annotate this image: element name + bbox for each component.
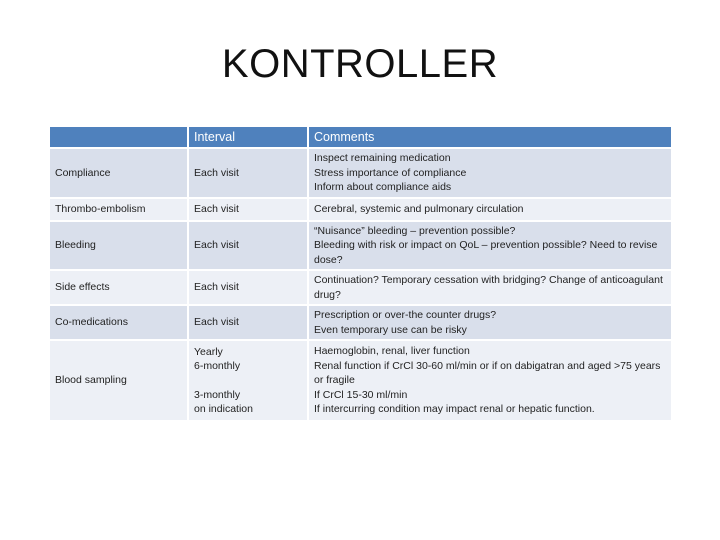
comment-line: Haemoglobin, renal, liver function [314,345,470,358]
row-label: Thrombo-embolism [50,198,188,221]
table-row-side-effects [50,270,671,305]
row-label: Blood sampling [50,340,188,420]
header-label [50,127,188,148]
row-label: Side effects [50,270,188,305]
row-interval [188,305,308,340]
table-row-blood-sampling [50,340,671,420]
interval-line: Each visit [194,202,239,215]
row-interval [188,270,308,305]
interval-line: Each visit [194,316,239,329]
header-interval: Interval [188,127,308,148]
comment-line: Bleeding with risk or impact on QoL – prevention possible? Need to revise dose? [314,239,658,266]
row-label: Co-medications [50,305,188,340]
comment-line: If intercurring condition may impact renal or hepatic function. [314,403,595,416]
interval-line: 6-monthly [194,360,241,372]
interval-line: Each visit [194,166,239,179]
monitoring-table [50,127,671,420]
row-interval [188,221,308,271]
row-interval [188,198,308,221]
comment-line: “Nuisance” bleeding – prevention possible? [314,224,516,237]
table-row-co-medications [50,305,671,340]
comment-line: Inspect remaining medication [314,152,451,164]
comment-line: Continuation? Temporary cessation with bridging? Change of anticoagulant drug? [314,274,663,301]
comment-line: Stress importance of compliance [314,166,467,179]
comment-line: Prescription or over-the counter drugs? [314,309,497,321]
row-comments [308,148,671,198]
header-comments: Comments [308,127,671,148]
interval-line: on indication [194,403,253,415]
slide-title: KONTROLLER [221,42,499,86]
interval-line: Each visit [194,239,239,251]
interval-line: Each visit [194,281,239,294]
comment-line: Even temporary use can be risky [314,323,467,336]
row-comments [308,270,671,305]
row-label: Compliance [50,148,188,198]
interval-spacer [194,374,302,388]
table-header-row [50,127,671,148]
row-interval [188,340,308,420]
comment-line: Renal function if CrCl 30-60 ml/min or if on dabigatran and aged >75 years or fragile [314,359,661,387]
row-comments [308,340,671,420]
row-comments [308,305,671,340]
comment-line: If CrCl 15-30 ml/min [314,388,408,401]
row-label: Bleeding [50,221,188,271]
row-interval [188,148,308,198]
comment-line: Cerebral, systemic and pulmonary circulation [314,202,524,215]
row-comments [308,198,671,221]
table-row-compliance [50,148,671,198]
table-row-bleeding [50,221,671,271]
comment-line: Inform about compliance aids [314,181,452,193]
table-row-thrombo-embolism [50,198,671,221]
row-comments [308,221,671,271]
interval-line: Yearly [194,345,223,358]
interval-line: 3-monthly [194,388,241,401]
